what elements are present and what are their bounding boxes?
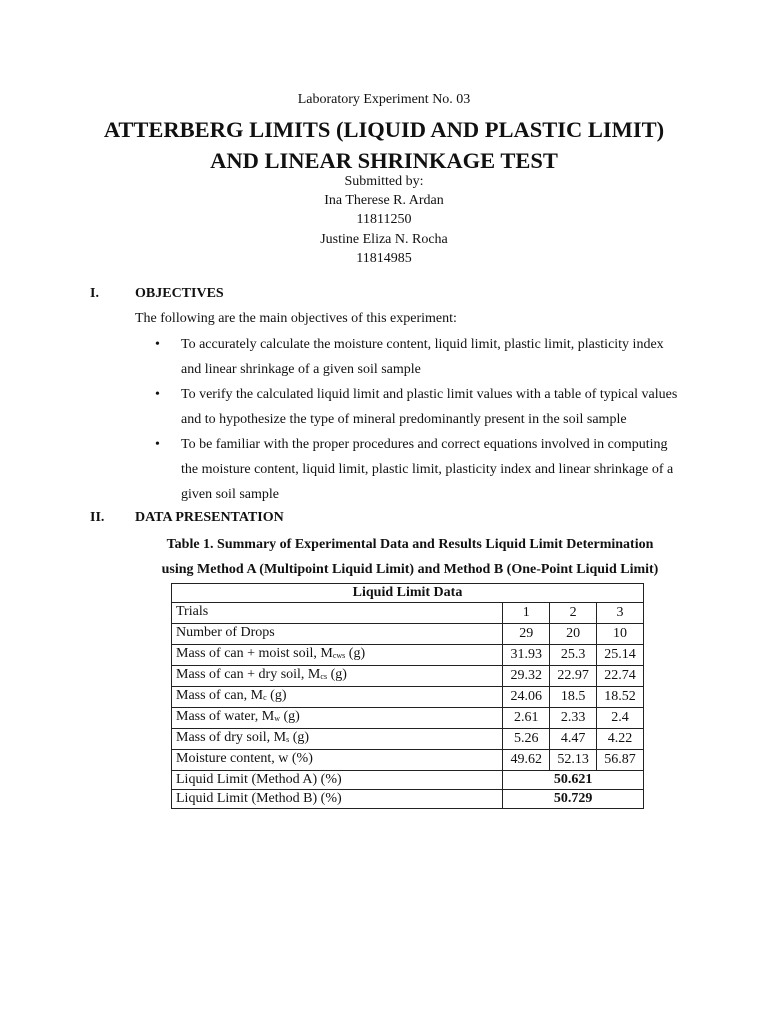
author-1-name: Ina Therese R. Ardan [324,193,444,209]
row-label: Mass of can + moist soil, $M_{cws}$ (g) [172,645,503,666]
objectives-intro: The following are the main objectives of this experiment: [135,311,457,326]
section-title: DATA PRESENTATION [135,510,284,525]
list-item [135,332,685,382]
result-row-method-b [172,790,644,809]
row-label: Liquid Limit (Method A) (%) [172,771,503,790]
row-label: Number of Drops [172,624,503,645]
table-header: Liquid Limit Data [172,584,644,603]
title-line-2: AND LINEAR SHRINKAGE TEST [210,148,558,173]
section-number: I. [90,286,99,301]
author-1-id: 11811250 [356,212,412,228]
table-cell: 22.74 [597,666,644,687]
table-cell: 2 [550,603,597,624]
submitted-by-label: Submitted by: [344,174,424,189]
objectives-list [135,332,685,507]
table-cell: 4.47 [550,729,597,750]
table-cell: 18.52 [597,687,644,708]
list-item [135,432,685,507]
submitted-by-block [0,172,768,268]
objective-text: To verify the calculated liquid limit and plastic limit values with a table of typical values and to hypothesize the type of mineral predominantly present in the soil sample [181,387,678,427]
author-2-id: 11814985 [356,250,412,266]
table-cell: 25.3 [550,645,597,666]
section-data-heading [90,510,284,526]
table-cell: 20 [550,624,597,645]
table-row [172,645,644,666]
section-number: II. [90,510,105,525]
author-2-name: Justine Eliza N. Rocha [320,231,448,247]
caption-line-2: using Method A (Multipoint Liquid Limit) and Method B (One-Point Liquid Limit) [161,562,659,577]
table-cell: 4.22 [597,729,644,750]
title-line-1: ATTERBERG LIMITS (LIQUID AND PLASTIC LIMIT) [103,117,665,142]
table-row [172,750,644,771]
section-title: OBJECTIVES [135,286,224,301]
liquid-limit-table [171,583,644,809]
table-row [172,729,644,750]
table-cell: 18.5 [550,687,597,708]
table-cell: 1 [503,603,550,624]
table-header-row [172,584,644,603]
bullet-icon: • [155,387,160,402]
table-row [172,666,644,687]
bullet-icon: • [155,337,160,352]
row-label: Trials [172,603,503,624]
table-cell: 10 [597,624,644,645]
table-cell: 5.26 [503,729,550,750]
row-label: Moisture content, w (%) [172,750,503,771]
objective-text: To accurately calculate the moisture content, liquid limit, plastic limit, plasticity index and linear shrinkage of a given soil sample [181,337,664,377]
liquid-limit-value: 50.729 [503,790,644,809]
table-cell: 52.13 [550,750,597,771]
table-row [172,708,644,729]
liquid-limit-value: 50.621 [503,771,644,790]
row-label: Mass of can, $M_c$ (g) [172,687,503,708]
table-cell: 49.62 [503,750,550,771]
row-label: Mass of water, $M_w$ (g) [172,708,503,729]
table-cell: 2.61 [503,708,550,729]
report-title [0,114,768,176]
table-cell: 24.06 [503,687,550,708]
table-cell: 25.14 [597,645,644,666]
table-cell: 2.33 [550,708,597,729]
section-objectives-heading [90,286,224,302]
table-row [172,624,644,645]
table-cell: 2.4 [597,708,644,729]
row-label: Liquid Limit (Method B) (%) [172,790,503,809]
table-cell: 29.32 [503,666,550,687]
table-cell: 29 [503,624,550,645]
table-cell: 3 [597,603,644,624]
row-label: Mass of can + dry soil, $M_{cs}$ (g) [172,666,503,687]
caption-line-1: Table 1. Summary of Experimental Data and Results Liquid Limit Determination [166,537,654,552]
objective-text: To be familiar with the proper procedures and correct equations involved in computing the moisture content, liquid limit, plastic limit, plasticity index and linear shrinkage of a given soil sample [181,437,674,502]
table-cell: 22.97 [550,666,597,687]
list-item [135,382,685,432]
result-row-method-a [172,771,644,790]
table-caption [90,532,730,582]
table-cell: 31.93 [503,645,550,666]
row-label: Mass of dry soil, $M_s$ (g) [172,729,503,750]
table-row [172,687,644,708]
table-row [172,603,644,624]
table-cell: 56.87 [597,750,644,771]
lab-experiment-number: Laboratory Experiment No. 03 [297,92,471,107]
bullet-icon: • [155,437,160,452]
